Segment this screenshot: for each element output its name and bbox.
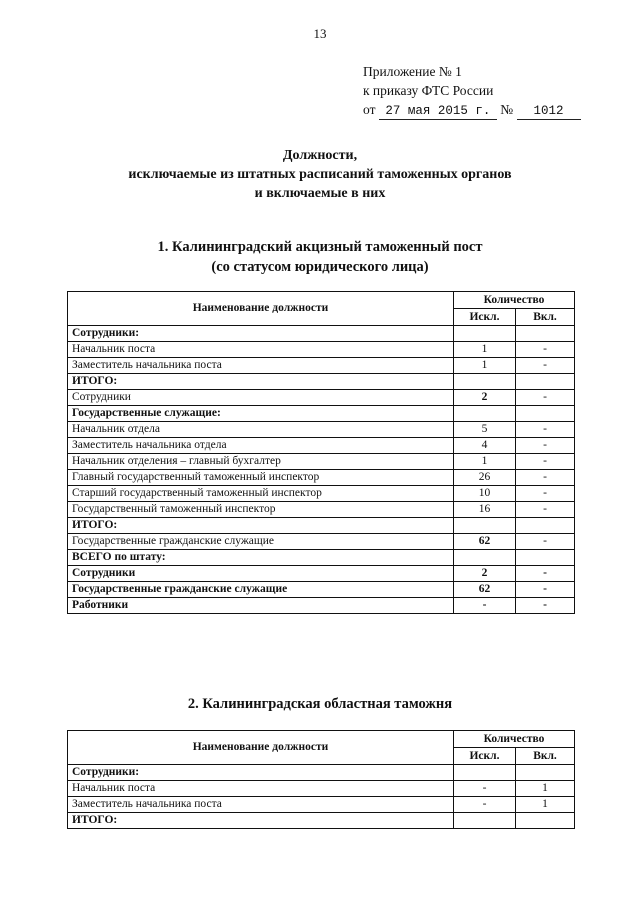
position-name-cell: ИТОГО: — [68, 374, 454, 390]
excluded-count-cell: 62 — [454, 582, 516, 598]
column-header-name: Наименование должности — [68, 731, 454, 765]
included-count-cell: - — [516, 390, 575, 406]
position-name-cell: Заместитель начальника отдела — [68, 438, 454, 454]
included-count-cell: - — [516, 598, 575, 614]
position-name-cell: Сотрудники: — [68, 326, 454, 342]
excluded-count-cell — [454, 406, 516, 422]
position-name-cell: Заместитель начальника поста — [68, 358, 454, 374]
excluded-count-cell — [454, 813, 516, 829]
position-name-cell: Заместитель начальника поста — [68, 797, 454, 813]
column-header-included: Вкл. — [516, 309, 575, 326]
excluded-count-cell: 4 — [454, 438, 516, 454]
table-row — [68, 374, 575, 390]
table-row — [68, 342, 575, 358]
excluded-count-cell — [454, 326, 516, 342]
column-header-excluded: Искл. — [454, 748, 516, 765]
included-count-cell: - — [516, 358, 575, 374]
included-count-cell: - — [516, 502, 575, 518]
excluded-count-cell: - — [454, 598, 516, 614]
column-header-name: Наименование должности — [68, 292, 454, 326]
position-name-cell: Государственный таможенный инспектор — [68, 502, 454, 518]
page-number: 13 — [313, 26, 327, 41]
included-count-cell — [516, 374, 575, 390]
position-name-cell: Сотрудники — [68, 390, 454, 406]
included-count-cell: - — [516, 486, 575, 502]
appendix-line1: Приложение № 1 — [363, 64, 462, 79]
table-row — [68, 502, 575, 518]
section2-table — [67, 730, 575, 829]
section2-title: 2. Калининградская областная таможня — [187, 696, 453, 712]
appendix-block — [363, 62, 581, 120]
table-row — [68, 470, 575, 486]
excluded-count-cell: 16 — [454, 502, 516, 518]
column-header-included: Вкл. — [516, 748, 575, 765]
position-name-cell: ИТОГО: — [68, 518, 454, 534]
table-row — [68, 326, 575, 342]
table-row — [68, 797, 575, 813]
excluded-count-cell: 62 — [454, 534, 516, 550]
appendix-order-ref — [363, 100, 581, 120]
section1-title-line2: (со статусом юридического лица) — [211, 259, 429, 275]
excluded-count-cell — [454, 374, 516, 390]
table-row — [68, 781, 575, 797]
excluded-count-cell: 1 — [454, 454, 516, 470]
position-name-cell: ВСЕГО по штату: — [68, 550, 454, 566]
excluded-count-cell: 2 — [454, 566, 516, 582]
table-row — [68, 598, 575, 614]
excluded-count-cell: 5 — [454, 422, 516, 438]
included-count-cell — [516, 550, 575, 566]
included-count-cell: - — [516, 566, 575, 582]
included-count-cell: - — [516, 534, 575, 550]
included-count-cell: - — [516, 438, 575, 454]
table-row — [68, 406, 575, 422]
appendix-number-label: № — [500, 102, 514, 117]
appendix-date: 27 мая 2015 г. — [379, 104, 497, 120]
excluded-count-cell: 1 — [454, 358, 516, 374]
included-count-cell — [516, 765, 575, 781]
table-row — [68, 358, 575, 374]
appendix-number: 1012 — [517, 104, 581, 120]
excluded-count-cell: - — [454, 781, 516, 797]
position-name-cell: Старший государственный таможенный инспектор — [68, 486, 454, 502]
excluded-count-cell: 2 — [454, 390, 516, 406]
position-name-cell: Сотрудники: — [68, 765, 454, 781]
table-row — [68, 566, 575, 582]
included-count-cell: 1 — [516, 781, 575, 797]
section1-table — [67, 291, 575, 614]
position-name-cell: ИТОГО: — [68, 813, 454, 829]
table-row — [68, 422, 575, 438]
position-name-cell: Государственные гражданские служащие — [68, 534, 454, 550]
title-line1: Должности, — [282, 148, 358, 163]
position-name-cell: Начальник отделения – главный бухгалтер — [68, 454, 454, 470]
position-name-cell: Главный государственный таможенный инспектор — [68, 470, 454, 486]
included-count-cell: - — [516, 470, 575, 486]
position-name-cell: Сотрудники — [68, 566, 454, 582]
included-count-cell: 1 — [516, 797, 575, 813]
table-row — [68, 454, 575, 470]
excluded-count-cell — [454, 765, 516, 781]
included-count-cell: - — [516, 422, 575, 438]
section1-title-line1: 1. Калининградский акцизный таможенный пост — [157, 239, 483, 255]
table-row — [68, 486, 575, 502]
section1-title — [0, 237, 640, 277]
table-row — [68, 765, 575, 781]
appendix-line2: к приказу ФТС России — [363, 83, 494, 98]
table-row — [68, 518, 575, 534]
table-row — [68, 550, 575, 566]
table-row — [68, 390, 575, 406]
table-row — [68, 582, 575, 598]
position-name-cell: Государственные служащие: — [68, 406, 454, 422]
appendix-from-label: от — [363, 102, 376, 117]
column-header-quantity: Количество — [454, 731, 575, 748]
title-line3: и включаемые в них — [254, 186, 386, 201]
included-count-cell: - — [516, 582, 575, 598]
excluded-count-cell: 1 — [454, 342, 516, 358]
excluded-count-cell: 26 — [454, 470, 516, 486]
excluded-count-cell — [454, 518, 516, 534]
position-name-cell: Начальник поста — [68, 342, 454, 358]
column-header-excluded: Искл. — [454, 309, 516, 326]
included-count-cell — [516, 406, 575, 422]
position-name-cell: Государственные гражданские служащие — [68, 582, 454, 598]
included-count-cell — [516, 813, 575, 829]
document-title — [0, 146, 640, 203]
excluded-count-cell — [454, 550, 516, 566]
position-name-cell: Работники — [68, 598, 454, 614]
table-row — [68, 534, 575, 550]
included-count-cell — [516, 518, 575, 534]
table-row — [68, 438, 575, 454]
included-count-cell: - — [516, 454, 575, 470]
included-count-cell: - — [516, 342, 575, 358]
table-row — [68, 813, 575, 829]
included-count-cell — [516, 326, 575, 342]
title-line2: исключаемые из штатных расписаний таможенных органов — [128, 167, 512, 182]
position-name-cell: Начальник отдела — [68, 422, 454, 438]
column-header-quantity: Количество — [454, 292, 575, 309]
excluded-count-cell: 10 — [454, 486, 516, 502]
position-name-cell: Начальник поста — [68, 781, 454, 797]
excluded-count-cell: - — [454, 797, 516, 813]
